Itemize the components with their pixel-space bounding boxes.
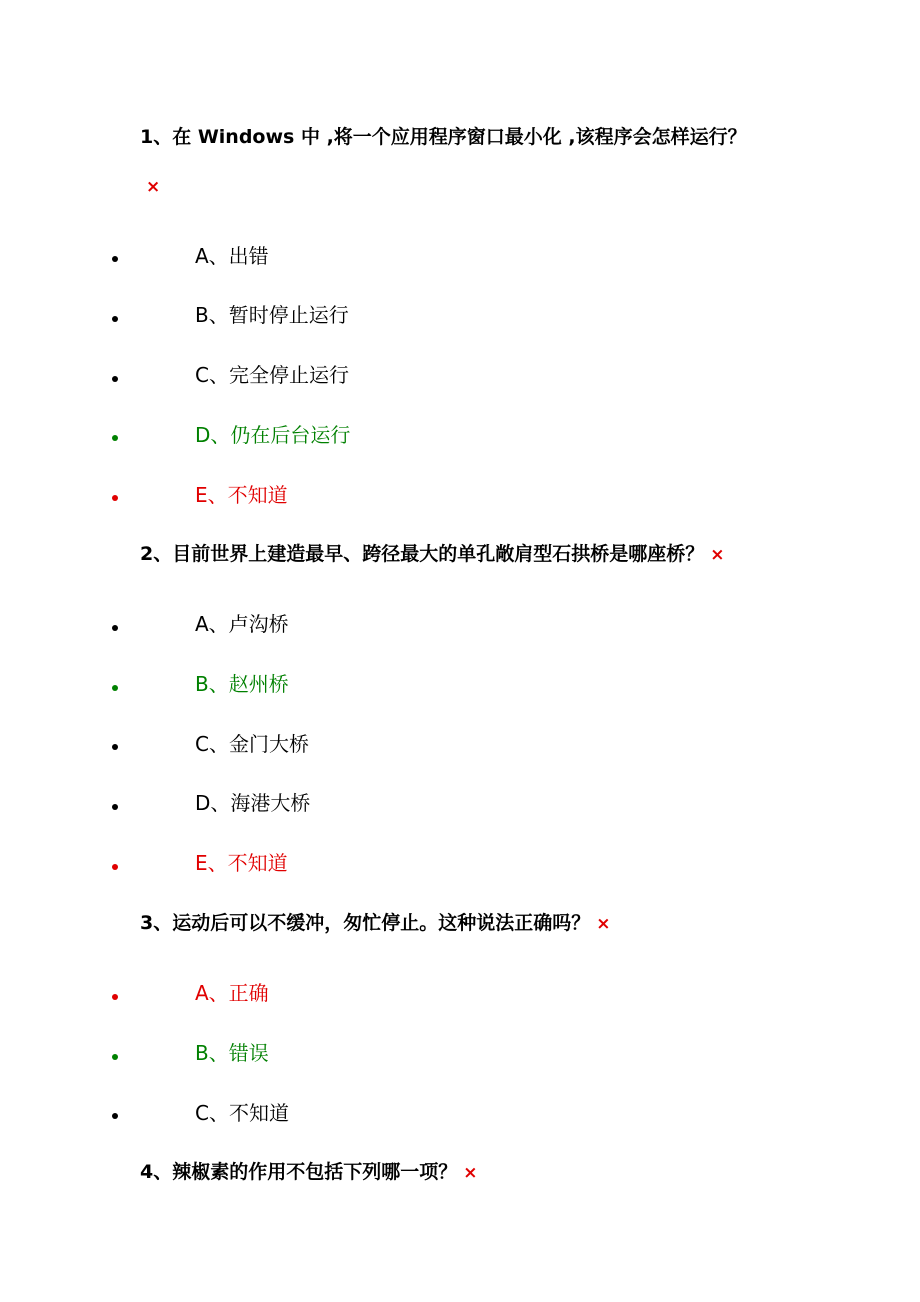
bullet-icon <box>112 864 118 870</box>
q2-option-e[interactable]: E、不知道 <box>195 851 288 875</box>
q1-option-e[interactable]: E、不知道 <box>195 483 288 507</box>
q1-option-d[interactable]: D、仍在后台运行 <box>195 423 351 447</box>
q3-option-c[interactable]: C、不知道 <box>195 1101 289 1125</box>
q1-option-b[interactable]: B、暂时停止运行 <box>195 303 349 327</box>
wrong-mark-icon: × <box>710 545 725 565</box>
bullet-icon <box>112 376 118 382</box>
bullet-icon <box>112 1054 118 1060</box>
q1-option-a[interactable]: A、出错 <box>195 244 269 268</box>
q1-option-c[interactable]: C、完全停止运行 <box>195 363 349 387</box>
q2-option-d[interactable]: D、海港大桥 <box>195 791 311 815</box>
q2-option-b[interactable]: B、赵州桥 <box>195 672 289 696</box>
bullet-icon <box>112 625 118 631</box>
bullet-icon <box>112 804 118 810</box>
bullet-icon <box>112 744 118 750</box>
wrong-mark-icon: × <box>596 914 611 934</box>
bullet-icon <box>112 994 118 1000</box>
question-1-text: 1、在 Windows 中 ,将一个应用程序窗口最小化 ,该程序会怎样运行？ <box>140 126 747 148</box>
q2-option-c[interactable]: C、金门大桥 <box>195 732 309 756</box>
question-3-text: 3、运动后可以不缓冲，匆忙停止。这种说法正确吗？ × <box>140 912 611 934</box>
bullet-icon <box>112 316 118 322</box>
wrong-mark-icon: × <box>146 177 161 197</box>
wrong-mark-icon: × <box>463 1163 478 1183</box>
bullet-icon <box>112 435 118 441</box>
bullet-icon <box>112 495 118 501</box>
q3-option-b[interactable]: B、错误 <box>195 1041 269 1065</box>
question-4-text: 4、辣椒素的作用不包括下列哪一项？ × <box>140 1161 478 1183</box>
bullet-icon <box>112 256 118 262</box>
question-2-text: 2、目前世界上建造最早、跨径最大的单孔敞肩型石拱桥是哪座桥？ × <box>140 543 725 565</box>
q2-option-a[interactable]: A、卢沟桥 <box>195 612 289 636</box>
q3-option-a[interactable]: A、正确 <box>195 981 269 1005</box>
bullet-icon <box>112 685 118 691</box>
bullet-icon <box>112 1113 118 1119</box>
